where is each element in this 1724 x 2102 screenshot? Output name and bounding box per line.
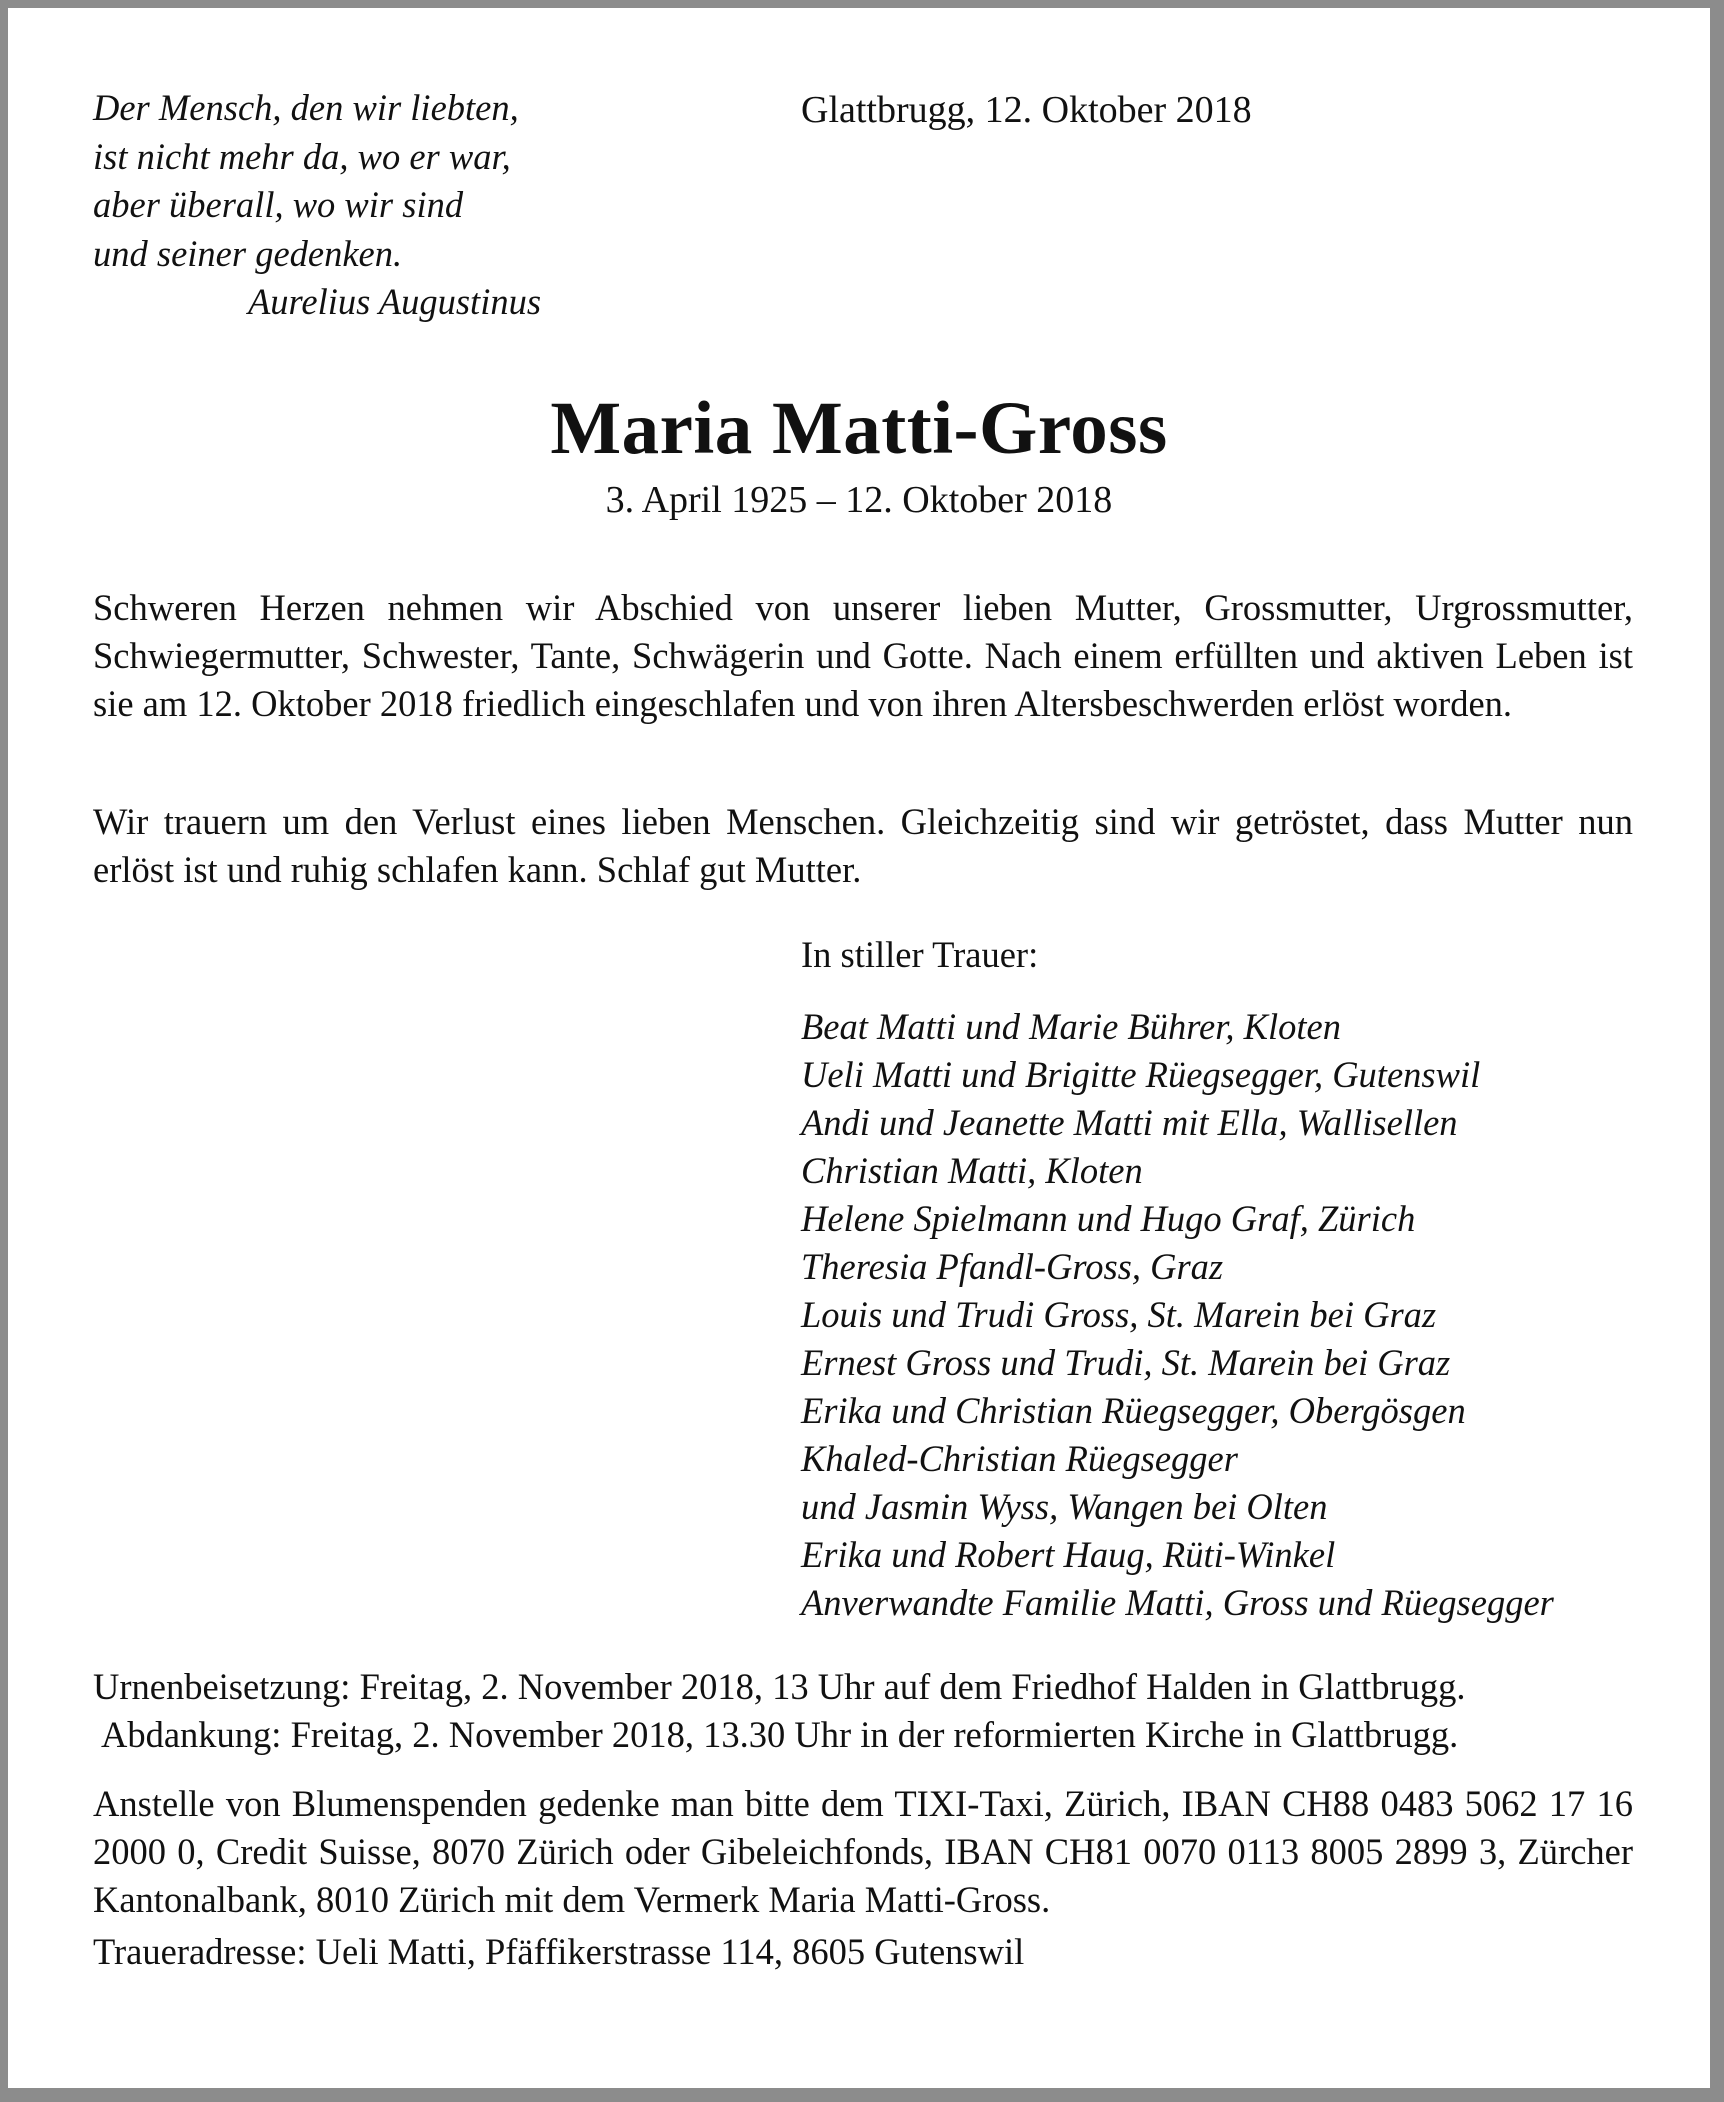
mourner-entry: Helene Spielmann und Hugo Graf, Zürich xyxy=(801,1198,1416,1239)
mourner-entry: und Jasmin Wyss, Wangen bei Olten xyxy=(801,1486,1328,1527)
mourner-entry: Louis und Trudi Gross, St. Marein bei Graz xyxy=(801,1294,1437,1335)
mourner-entry: Ernest Gross und Trudi, St. Marein bei Graz xyxy=(801,1342,1451,1383)
quote-line: Der Mensch, den wir liebten, xyxy=(93,87,519,128)
obituary-notice xyxy=(8,8,1710,2088)
mourners-list xyxy=(801,1003,1554,1627)
memorial-service-info: Abdankung: Freitag, 2. November 2018, 13.30 Uhr in der reformierten Kirche in Glattbrugg. xyxy=(101,1714,1459,1755)
quote-line: aber überall, wo wir sind xyxy=(93,184,464,225)
donations-paragraph: Anstelle von Blumenspenden gedenke man bitte dem TIXI-Taxi, Zürich, IBAN CH88 0483 5062 17 16 2000 0, Credit Suisse, 8070 Zürich oder Gibeleichfonds, IBAN CH81 0070 0113 8005 2899 3, Zürcher Kantonalbank, 8010 Zürich mit dem Vermerk Maria Matti-Gross. xyxy=(93,1783,1633,1920)
mourner-entry: Beat Matti und Marie Bührer, Kloten xyxy=(801,1006,1341,1047)
mourning-address: Traueradresse: Ueli Matti, Pfäffikerstrasse 114, 8605 Gutenswil xyxy=(93,1931,1025,1972)
life-dates: 3. April 1925 – 12. Oktober 2018 xyxy=(605,479,1113,521)
mourning-paragraph: Wir trauern um den Verlust eines lieben Menschen. Gleichzeitig sind wir getröstet, dass Mutter nun erlöst ist und ruhig schlafen kann. Schlaf gut Mutter. xyxy=(93,801,1633,890)
farewell-paragraph: Schweren Herzen nehmen wir Abschied von unserer lieben Mutter, Grossmutter, Urgrossmutter, Schwiegermutter, Schwester, Tante, Schwägerin und Gotte. Nach einem erfüllten und aktiven Leben ist sie am 12. Oktober 2018 friedlich eingeschlafen und von ihren Altersbeschwerden erlöst worden. xyxy=(93,587,1633,724)
mourner-entry: Andi und Jeanette Matti mit Ella, Wallisellen xyxy=(801,1102,1458,1143)
quote-line: und seiner gedenken. xyxy=(93,232,403,274)
mourner-entry: Theresia Pfandl-Gross, Graz xyxy=(801,1246,1224,1287)
mourner-entry: Khaled-Christian Rüegsegger xyxy=(801,1438,1238,1479)
mourner-entry: Anverwandte Familie Matti, Gross und Rüegsegger xyxy=(801,1582,1554,1623)
quote-line: ist nicht mehr da, wo er war, xyxy=(93,135,511,177)
mourner-entry: Erika und Christian Rüegsegger, Obergösgen xyxy=(801,1390,1466,1431)
place-and-date: Glattbrugg, 12. Oktober 2018 xyxy=(801,89,1252,131)
memorial-quote xyxy=(93,84,613,327)
burial-info: Urnenbeisetzung: Freitag, 2. November 2018, 13 Uhr auf dem Friedhof Halden in Glattbrugg. xyxy=(93,1666,1466,1707)
deceased-name: Maria Matti-Gross xyxy=(550,387,1168,470)
mourner-entry: Erika und Robert Haug, Rüti-Winkel xyxy=(801,1534,1336,1575)
quote-author: Aurelius Augustinus xyxy=(248,281,542,322)
mourners-heading: In stiller Trauer: xyxy=(801,934,1039,975)
mourner-entry: Ueli Matti und Brigitte Rüegsegger, Gutenswil xyxy=(801,1054,1481,1095)
mourner-entry: Christian Matti, Kloten xyxy=(801,1150,1143,1191)
service-details xyxy=(93,1663,1638,1759)
